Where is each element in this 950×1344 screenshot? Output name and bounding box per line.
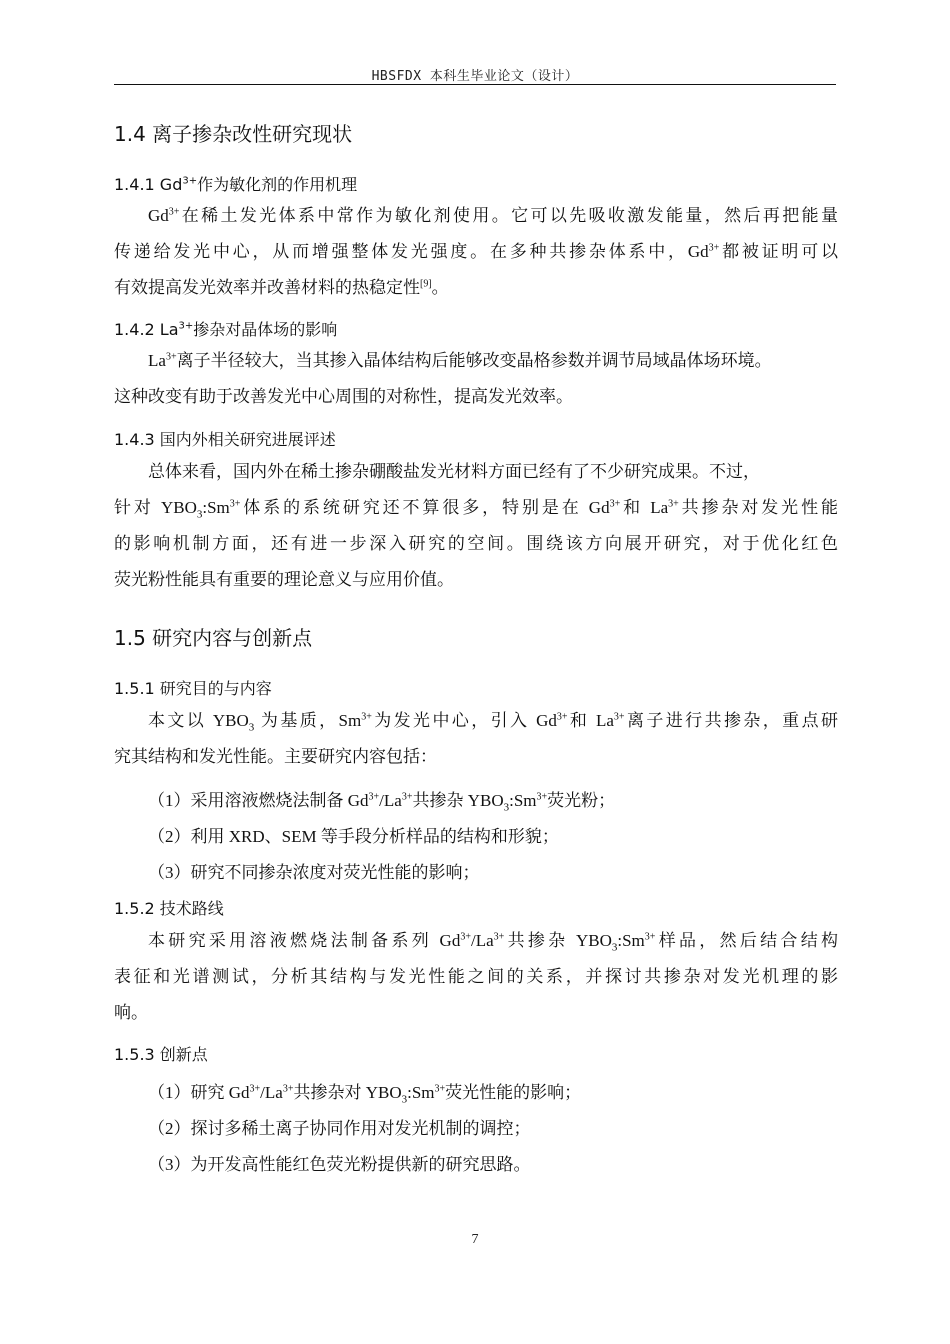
- text-line: 究其结构和发光性能。主要研究内容包括：: [114, 747, 437, 766]
- list-item: （2）利用 XRD、SEM 等手段分析样品的结构和形貌；: [148, 827, 559, 846]
- text-line: 这种改变有助于改善发光中心周围的对称性，提高发光效率。: [114, 387, 573, 406]
- paragraph-1-5-1: [114, 703, 838, 775]
- section-heading-1-4: 1.4 离子掺杂改性研究现状: [114, 122, 353, 146]
- text-line: 针对 $YBO_3:Sm^{3+}$体系的系统研究还不算很多，特别是在 $Gd^{3+}$和 $La^{3+}$共掺杂对发光性能: [114, 498, 838, 521]
- subsection-heading-1-4-3: 1.4.3 国内外相关研究进展评述: [114, 430, 336, 449]
- text-line: 表征和光谱测试，分析其结构与发光性能之间的关系，并探讨共掺杂对发光机理的影: [114, 967, 838, 986]
- subsection-heading-1-4-1: 1.4.1 $Gd^{3+}$作为敏化剂的作用机理: [114, 175, 358, 194]
- text-line: 响。: [114, 1003, 148, 1022]
- text-line: 的影响机制方面，还有进一步深入研究的空间。围绕该方向展开研究，对于优化红色: [114, 534, 838, 553]
- subsection-heading-1-5-2: 1.5.2 技术路线: [114, 899, 224, 918]
- subsection-heading-1-4-2: 1.4.2 $La^{3+}$掺杂对晶体场的影响: [114, 320, 338, 339]
- text-line: 本研究采用溶液燃烧法制备系列 $Gd^{3+}/La^{3+}$共掺杂 $YBO_3:Sm^{3+}$样品，然后结合结构: [148, 931, 839, 954]
- section-heading-1-5: 1.5 研究内容与创新点: [114, 626, 313, 650]
- paragraph-1-5-2: [114, 923, 838, 1031]
- running-header: HBSFDX 本科生毕业论文（设计）: [371, 69, 579, 84]
- paragraph-1-4-2: [114, 343, 838, 415]
- subsection-heading-1-5-1: 1.5.1 研究目的与内容: [114, 679, 272, 698]
- page-number: 7: [471, 1232, 479, 1247]
- header-rule: [114, 84, 836, 85]
- text-line: $Gd^{3+}$在稀土发光体系中常作为敏化剂使用。它可以先吸收激发能量，然后再把能量: [148, 206, 838, 225]
- paragraph-1-4-3: [114, 454, 838, 598]
- text-line: 总体来看，国内外在稀土掺杂硼酸盐发光材料方面已经有了不少研究成果。不过，: [148, 462, 760, 481]
- text-line: 传递给发光中心，从而增强整体发光强度。在多种共掺杂体系中，$Gd^{3+}$都被证明可以: [114, 242, 839, 261]
- text-line: 荧光粉性能具有重要的理论意义与应用价值。: [114, 570, 454, 589]
- list-item: （3）为开发高性能红色荧光粉提供新的研究思路。: [148, 1155, 531, 1174]
- list-item: （3）研究不同掺杂浓度对荧光性能的影响；: [148, 863, 480, 882]
- text-line: $La^{3+}$离子半径较大，当其掺入晶体结构后能够改变晶格参数并调节局域晶体场环境。: [148, 351, 772, 370]
- subsection-heading-1-5-3: 1.5.3 创新点: [114, 1045, 208, 1064]
- list-item: （1）采用溶液燃烧法制备 $Gd^{3+}/La^{3+}$共掺杂 $YBO_3:Sm^{3+}$荧光粉；: [148, 791, 616, 814]
- list-item: （1）研究 $Gd^{3+}/La^{3+}$共掺杂对 $YBO_3:Sm^{3+}$荧光性能的影响；: [148, 1083, 582, 1106]
- list-item: （2）探讨多稀土离子协同作用对发光机制的调控；: [148, 1119, 531, 1138]
- text-line: 本文以 $YBO_3$ 为基质，$Sm^{3+}$为发光中心，引入 $Gd^{3+}$和 $La^{3+}$离子进行共掺杂，重点研: [148, 711, 838, 734]
- paragraph-1-4-1: [114, 198, 838, 306]
- citation-ref: [9]: [420, 278, 432, 290]
- text-line: 有效提高发光效率并改善材料的热稳定性[9]。: [114, 278, 449, 297]
